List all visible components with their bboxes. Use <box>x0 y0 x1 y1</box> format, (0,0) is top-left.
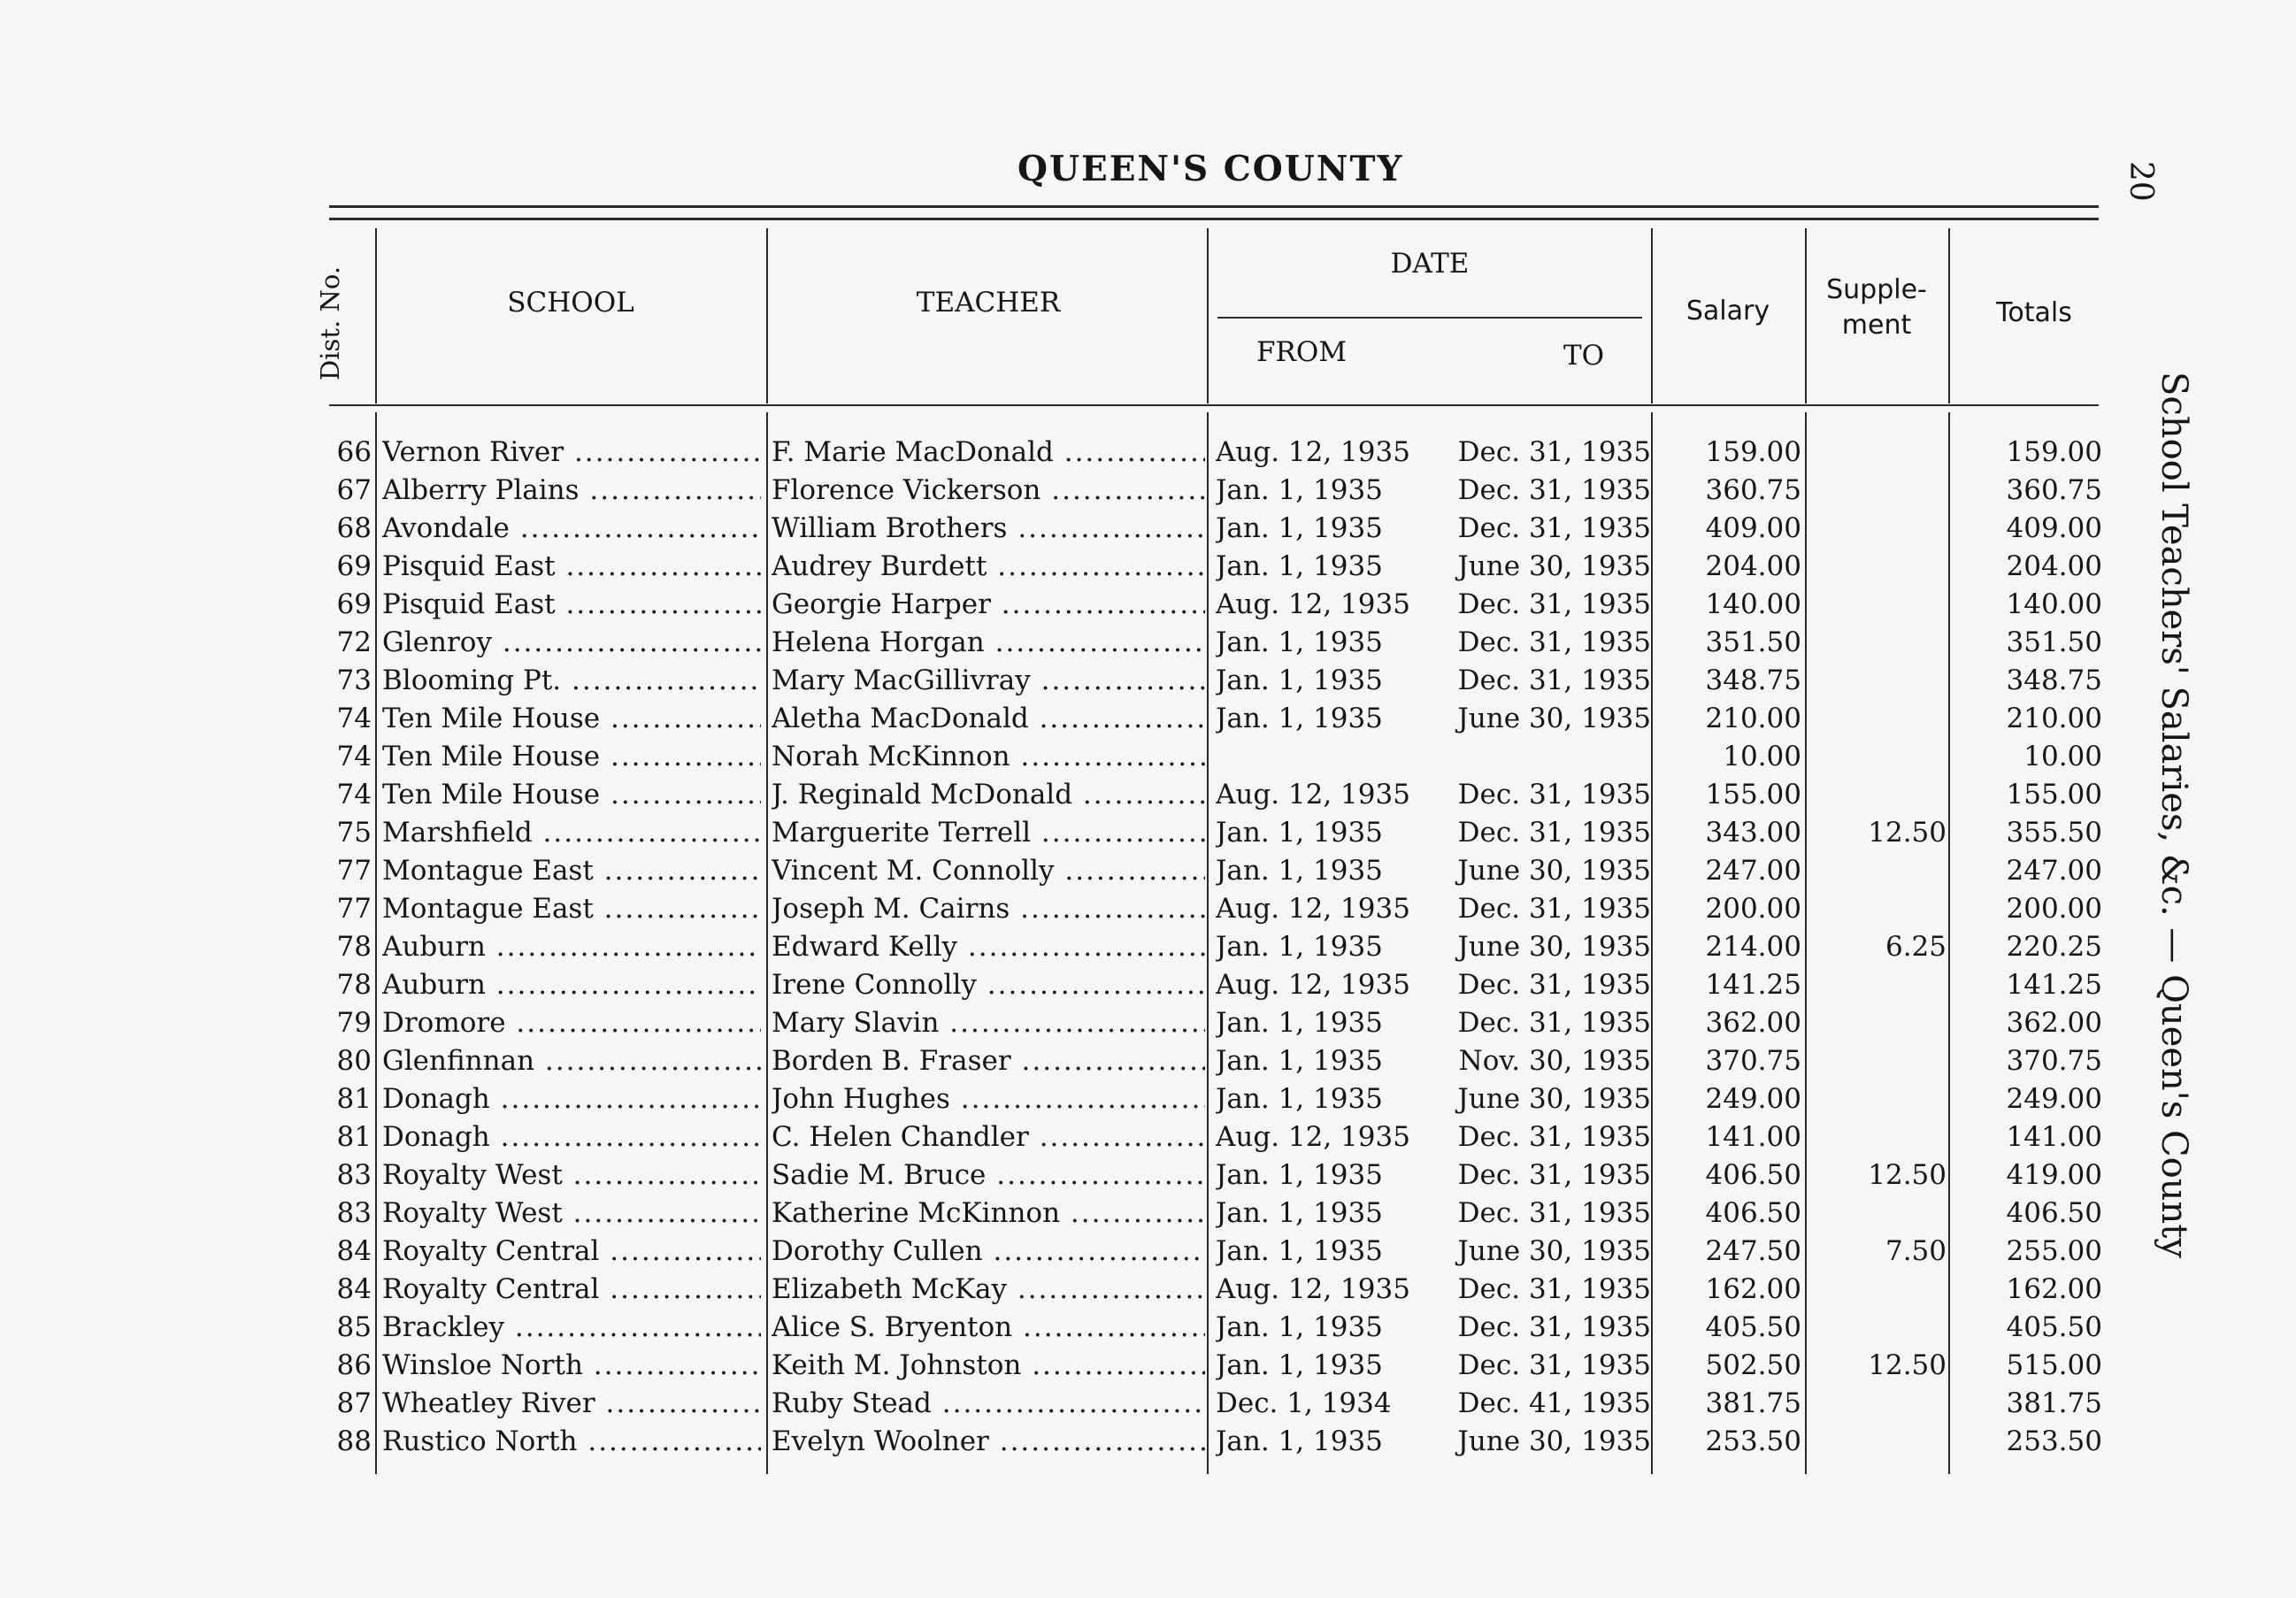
row-salary: 141.25 <box>1705 969 1801 1001</box>
row-supplement: 7.50 <box>1885 1235 1947 1267</box>
side-title: School Teachers' Salaries, &c. — Queen's County <box>2154 372 2194 1258</box>
row-teacher <box>772 662 1205 700</box>
row-school-text: Royalty West ..... <box>382 1197 761 1229</box>
row-school-text: Ten Mile House ..... <box>382 779 761 811</box>
row-salary: 247.50 <box>1705 1235 1801 1267</box>
row-school <box>382 1271 761 1309</box>
header-to: TO <box>1563 340 1605 372</box>
row-from: Jan. 1, 1935 <box>1216 1159 1383 1191</box>
row-salary: 162.00 <box>1705 1273 1801 1305</box>
row-from: Jan. 1, 1935 <box>1216 665 1383 696</box>
row-salary: 360.75 <box>1705 474 1801 506</box>
row-salary: 253.50 <box>1705 1425 1801 1457</box>
row-school <box>382 586 761 624</box>
row-school <box>382 1385 761 1423</box>
table-row <box>0 928 2296 966</box>
row-from: Jan. 1, 1935 <box>1216 1197 1383 1229</box>
row-from: Aug. 12, 1935 <box>1216 588 1410 620</box>
row-to: Dec. 31, 1935 <box>1457 588 1651 620</box>
row-school <box>382 1042 761 1080</box>
row-school-text: Marshfield ..... <box>382 817 761 849</box>
row-dist: 74 <box>336 703 372 734</box>
table-row <box>0 1118 2296 1156</box>
row-teacher <box>772 890 1205 928</box>
header-salary: Salary <box>1686 296 1770 327</box>
row-to: Dec. 31, 1935 <box>1457 1311 1651 1343</box>
row-salary: 10.00 <box>1723 741 1801 772</box>
row-dist: 69 <box>336 588 372 620</box>
row-to: June 30, 1935 <box>1457 1235 1651 1267</box>
row-school-text: Brackley ..... <box>382 1311 761 1343</box>
row-teacher-text: Edward Kelly ..... <box>772 931 1205 963</box>
row-from: Aug. 12, 1935 <box>1216 436 1410 468</box>
table-row <box>0 1423 2296 1461</box>
row-dist: 68 <box>336 512 372 544</box>
row-school-text: Glenfinnan ..... <box>382 1045 761 1077</box>
row-teacher <box>772 472 1205 510</box>
row-teacher-text: Joseph M. Cairns ..... <box>772 893 1205 925</box>
row-teacher <box>772 1347 1205 1385</box>
row-teacher-text: Elizabeth McKay ..... <box>772 1273 1205 1305</box>
row-salary: 140.00 <box>1705 588 1801 620</box>
row-total: 351.50 <box>2006 626 2102 658</box>
row-teacher-text: Marguerite Terrell ..... <box>772 817 1205 849</box>
row-salary: 204.00 <box>1705 550 1801 582</box>
table-row <box>0 1271 2296 1309</box>
row-total: 204.00 <box>2006 550 2102 582</box>
row-salary: 351.50 <box>1705 626 1801 658</box>
row-teacher-text: Mary MacGillivray ..... <box>772 665 1205 696</box>
table-row <box>0 738 2296 776</box>
row-total: 155.00 <box>2006 779 2102 811</box>
row-total: 159.00 <box>2006 436 2102 468</box>
row-dist: 81 <box>336 1121 372 1153</box>
row-total: 515.00 <box>2006 1349 2102 1381</box>
row-school-text: Royalty West ..... <box>382 1159 761 1191</box>
row-dist: 75 <box>336 817 372 849</box>
row-teacher <box>772 1385 1205 1423</box>
row-from: Jan. 1, 1935 <box>1216 855 1383 887</box>
row-from: Jan. 1, 1935 <box>1216 626 1383 658</box>
row-school <box>382 472 761 510</box>
table-row <box>0 1042 2296 1080</box>
header-dist-no: Dist. No. <box>315 265 345 380</box>
row-from: Jan. 1, 1935 <box>1216 1311 1383 1343</box>
row-teacher <box>772 700 1205 738</box>
row-dist: 66 <box>336 436 372 468</box>
row-teacher-text: J. Reginald McDonald ..... <box>772 779 1205 811</box>
row-salary: 249.00 <box>1705 1083 1801 1115</box>
row-teacher <box>772 1156 1205 1195</box>
row-teacher-text: Aletha MacDonald ..... <box>772 703 1205 734</box>
top-rule-2 <box>329 218 2099 220</box>
row-school-text: Auburn ..... <box>382 969 761 1001</box>
row-school-text: Royalty Central ..... <box>382 1235 761 1267</box>
row-salary: 409.00 <box>1705 512 1801 544</box>
row-salary: 141.00 <box>1705 1121 1801 1153</box>
row-teacher <box>772 510 1205 548</box>
row-teacher <box>772 1042 1205 1080</box>
col-line <box>766 228 768 403</box>
row-school-text: Wheatley River ..... <box>382 1387 761 1419</box>
row-salary: 502.50 <box>1705 1349 1801 1381</box>
row-to: June 30, 1935 <box>1457 1425 1651 1457</box>
header-supplement <box>1807 273 1947 343</box>
row-school <box>382 1080 761 1118</box>
row-from: Aug. 12, 1935 <box>1216 893 1410 925</box>
row-from: Jan. 1, 1935 <box>1216 1235 1383 1267</box>
row-teacher <box>772 738 1205 776</box>
row-salary: 405.50 <box>1705 1311 1801 1343</box>
row-school-text: Alberry Plains ..... <box>382 474 761 506</box>
row-total: 140.00 <box>2006 588 2102 620</box>
row-teacher-text: Alice S. Bryenton ..... <box>772 1311 1205 1343</box>
row-to: Dec. 31, 1935 <box>1457 626 1651 658</box>
table-row <box>0 966 2296 1004</box>
row-to: Dec. 31, 1935 <box>1457 817 1651 849</box>
row-to: Dec. 31, 1935 <box>1457 1159 1651 1191</box>
row-from: Dec. 1, 1934 <box>1216 1387 1392 1419</box>
row-teacher <box>772 548 1205 586</box>
row-school-text: Avondale ..... <box>382 512 761 544</box>
row-to: Dec. 31, 1935 <box>1457 436 1651 468</box>
row-total: 419.00 <box>2006 1159 2102 1191</box>
row-teacher-text: Irene Connolly ..... <box>772 969 1205 1001</box>
row-school-text: Glenroy ..... <box>382 626 761 658</box>
row-dist: 80 <box>336 1045 372 1077</box>
row-to: June 30, 1935 <box>1457 931 1651 963</box>
row-salary: 362.00 <box>1705 1007 1801 1039</box>
row-supplement: 12.50 <box>1868 1159 1947 1191</box>
row-from: Jan. 1, 1935 <box>1216 931 1383 963</box>
table-row <box>0 852 2296 890</box>
row-from: Jan. 1, 1935 <box>1216 550 1383 582</box>
header-from: FROM <box>1256 336 1347 368</box>
row-teacher <box>772 1271 1205 1309</box>
row-salary: 343.00 <box>1705 817 1801 849</box>
row-teacher-text: Sadie M. Bruce ..... <box>772 1159 1205 1191</box>
table-row <box>0 548 2296 586</box>
row-dist: 77 <box>336 855 372 887</box>
row-teacher <box>772 1080 1205 1118</box>
row-dist: 84 <box>336 1273 372 1305</box>
page-title: QUEEN'S COUNTY <box>1017 149 1404 189</box>
row-dist: 84 <box>336 1235 372 1267</box>
row-school <box>382 548 761 586</box>
table-row <box>0 814 2296 852</box>
row-supplement: 6.25 <box>1885 931 1947 963</box>
row-total: 362.00 <box>2006 1007 2102 1039</box>
row-to: Dec. 31, 1935 <box>1457 665 1651 696</box>
table-row <box>0 510 2296 548</box>
row-school <box>382 624 761 662</box>
table-row <box>0 624 2296 662</box>
row-teacher-text: Vincent M. Connolly ..... <box>772 855 1205 887</box>
row-teacher <box>772 852 1205 890</box>
row-school <box>382 852 761 890</box>
row-teacher <box>772 1118 1205 1156</box>
row-teacher-text: Katherine McKinnon ..... <box>772 1197 1205 1229</box>
col-line <box>375 228 377 403</box>
row-to: Dec. 41, 1935 <box>1457 1387 1651 1419</box>
row-salary: 155.00 <box>1705 779 1801 811</box>
table-row <box>0 472 2296 510</box>
row-teacher-text: Georgie Harper ..... <box>772 588 1205 620</box>
row-salary: 159.00 <box>1705 436 1801 468</box>
row-teacher <box>772 966 1205 1004</box>
row-school <box>382 738 761 776</box>
row-school-text: Auburn ..... <box>382 931 761 963</box>
row-salary: 370.75 <box>1705 1045 1801 1077</box>
row-school-text: Ten Mile House ..... <box>382 741 761 772</box>
date-rule <box>1217 317 1642 319</box>
row-to: Dec. 31, 1935 <box>1457 969 1651 1001</box>
row-from: Aug. 12, 1935 <box>1216 969 1410 1001</box>
row-to: June 30, 1935 <box>1457 855 1651 887</box>
row-school-text: Donagh ..... <box>382 1121 761 1153</box>
row-dist: 67 <box>336 474 372 506</box>
row-teacher <box>772 928 1205 966</box>
row-total: 360.75 <box>2006 474 2102 506</box>
row-dist: 83 <box>336 1159 372 1191</box>
table-row <box>0 1233 2296 1271</box>
table-row <box>0 776 2296 814</box>
row-total: 10.00 <box>2023 741 2102 772</box>
row-salary: 348.75 <box>1705 665 1801 696</box>
row-teacher-text: Dorothy Cullen ..... <box>772 1235 1205 1267</box>
table-row <box>0 1156 2296 1195</box>
header-school: SCHOOL <box>507 287 634 319</box>
row-to: Nov. 30, 1935 <box>1458 1045 1651 1077</box>
row-total: 409.00 <box>2006 512 2102 544</box>
row-to: Dec. 31, 1935 <box>1457 1273 1651 1305</box>
row-total: 355.50 <box>2006 817 2102 849</box>
row-school <box>382 1423 761 1461</box>
row-from: Jan. 1, 1935 <box>1216 817 1383 849</box>
row-dist: 78 <box>336 931 372 963</box>
row-school <box>382 662 761 700</box>
row-dist: 79 <box>336 1007 372 1039</box>
row-school-text: Pisquid East ..... <box>382 550 761 582</box>
row-total: 141.00 <box>2006 1121 2102 1153</box>
row-total: 247.00 <box>2006 855 2102 887</box>
table-row <box>0 434 2296 472</box>
row-dist: 77 <box>336 893 372 925</box>
row-school-text: Winsloe North ..... <box>382 1349 761 1381</box>
row-teacher-text: Ruby Stead ..... <box>772 1387 1205 1419</box>
row-from: Aug. 12, 1935 <box>1216 1121 1410 1153</box>
row-from: Aug. 12, 1935 <box>1216 1273 1410 1305</box>
row-total: 406.50 <box>2006 1197 2102 1229</box>
row-school <box>382 890 761 928</box>
row-from: Jan. 1, 1935 <box>1216 512 1383 544</box>
row-salary: 210.00 <box>1705 703 1801 734</box>
table-row <box>0 1347 2296 1385</box>
page-number: 20 <box>2123 161 2159 202</box>
row-dist: 83 <box>336 1197 372 1229</box>
table-row <box>0 1309 2296 1347</box>
row-school <box>382 1156 761 1195</box>
row-school <box>382 1195 761 1233</box>
row-from: Jan. 1, 1935 <box>1216 1349 1383 1381</box>
row-school <box>382 928 761 966</box>
col-line <box>1207 228 1209 403</box>
row-total: 255.00 <box>2006 1235 2102 1267</box>
row-to: June 30, 1935 <box>1457 1083 1651 1115</box>
row-from: Jan. 1, 1935 <box>1216 474 1383 506</box>
row-school <box>382 1118 761 1156</box>
row-school <box>382 776 761 814</box>
row-teacher-text: Keith M. Johnston ..... <box>772 1349 1205 1381</box>
row-school <box>382 434 761 472</box>
row-teacher <box>772 1195 1205 1233</box>
row-school-text: Pisquid East ..... <box>382 588 761 620</box>
row-teacher <box>772 1233 1205 1271</box>
row-teacher-text: John Hughes ..... <box>772 1083 1205 1115</box>
row-from: Jan. 1, 1935 <box>1216 703 1383 734</box>
row-from: Jan. 1, 1935 <box>1216 1007 1383 1039</box>
row-total: 253.50 <box>2006 1425 2102 1457</box>
row-dist: 73 <box>336 665 372 696</box>
row-school-text: Montague East ..... <box>382 855 761 887</box>
row-salary: 247.00 <box>1705 855 1801 887</box>
row-school-text: Blooming Pt. ..... <box>382 665 761 696</box>
row-from: Jan. 1, 1935 <box>1216 1045 1383 1077</box>
row-to: Dec. 31, 1935 <box>1457 1197 1651 1229</box>
row-from: Aug. 12, 1935 <box>1216 779 1410 811</box>
header-supplement-line2: ment <box>1841 310 1912 341</box>
row-teacher <box>772 1309 1205 1347</box>
row-total: 381.75 <box>2006 1387 2102 1419</box>
row-total: 141.25 <box>2006 969 2102 1001</box>
row-school-text: Donagh ..... <box>382 1083 761 1115</box>
table-row <box>0 1080 2296 1118</box>
row-teacher <box>772 434 1205 472</box>
row-to: Dec. 31, 1935 <box>1457 474 1651 506</box>
row-to: Dec. 31, 1935 <box>1457 1349 1651 1381</box>
row-school-text: Rustico North ..... <box>382 1425 761 1457</box>
row-teacher-text: F. Marie MacDonald ..... <box>772 436 1205 468</box>
row-salary: 381.75 <box>1705 1387 1801 1419</box>
header-date: DATE <box>1390 248 1470 280</box>
row-dist: 86 <box>336 1349 372 1381</box>
row-dist: 81 <box>336 1083 372 1115</box>
row-teacher <box>772 776 1205 814</box>
table-row <box>0 1385 2296 1423</box>
row-school <box>382 700 761 738</box>
row-school-text: Dromore ..... <box>382 1007 761 1039</box>
row-teacher <box>772 1004 1205 1042</box>
row-salary: 406.50 <box>1705 1197 1801 1229</box>
row-to: Dec. 31, 1935 <box>1457 893 1651 925</box>
row-dist: 88 <box>336 1425 372 1457</box>
row-school <box>382 510 761 548</box>
row-dist: 78 <box>336 969 372 1001</box>
table-row <box>0 1195 2296 1233</box>
row-teacher-text: Audrey Burdett ..... <box>772 550 1205 582</box>
row-teacher-text: Helena Horgan ..... <box>772 626 1205 658</box>
table-row <box>0 662 2296 700</box>
row-to: June 30, 1935 <box>1457 550 1651 582</box>
row-dist: 87 <box>336 1387 372 1419</box>
row-from: Jan. 1, 1935 <box>1216 1425 1383 1457</box>
row-teacher-text: Borden B. Fraser ..... <box>772 1045 1205 1077</box>
row-school-text: Ten Mile House ..... <box>382 703 761 734</box>
table-row <box>0 890 2296 928</box>
row-school-text: Montague East ..... <box>382 893 761 925</box>
header-teacher: TEACHER <box>916 287 1061 319</box>
row-total: 210.00 <box>2006 703 2102 734</box>
row-total: 220.25 <box>2006 931 2102 963</box>
row-teacher-text: Norah McKinnon ..... <box>772 741 1205 772</box>
header-supplement-line1: Supple- <box>1826 274 1927 305</box>
row-school-text: Royalty Central ..... <box>382 1273 761 1305</box>
row-school <box>382 1004 761 1042</box>
row-supplement: 12.50 <box>1868 1349 1947 1381</box>
row-total: 200.00 <box>2006 893 2102 925</box>
row-from: Jan. 1, 1935 <box>1216 1083 1383 1115</box>
row-total: 348.75 <box>2006 665 2102 696</box>
row-total: 405.50 <box>2006 1311 2102 1343</box>
row-salary: 406.50 <box>1705 1159 1801 1191</box>
row-teacher <box>772 624 1205 662</box>
header-totals: Totals <box>1996 297 2072 328</box>
table-row <box>0 700 2296 738</box>
row-to: Dec. 31, 1935 <box>1457 1121 1651 1153</box>
row-teacher <box>772 814 1205 852</box>
row-salary: 214.00 <box>1705 931 1801 963</box>
row-dist: 69 <box>336 550 372 582</box>
row-supplement: 12.50 <box>1868 817 1947 849</box>
row-to: Dec. 31, 1935 <box>1457 779 1651 811</box>
row-salary: 200.00 <box>1705 893 1801 925</box>
row-teacher-text: Evelyn Woolner ..... <box>772 1425 1205 1457</box>
top-rule-1 <box>329 205 2099 208</box>
row-dist: 74 <box>336 741 372 772</box>
row-teacher <box>772 1423 1205 1461</box>
row-school-text: Vernon River ..... <box>382 436 761 468</box>
row-school <box>382 1233 761 1271</box>
row-dist: 72 <box>336 626 372 658</box>
row-school <box>382 966 761 1004</box>
row-dist: 74 <box>336 779 372 811</box>
table-row <box>0 1004 2296 1042</box>
row-school <box>382 1347 761 1385</box>
row-to: Dec. 31, 1935 <box>1457 1007 1651 1039</box>
row-teacher <box>772 586 1205 624</box>
row-teacher-text: C. Helen Chandler ..... <box>772 1121 1205 1153</box>
row-total: 370.75 <box>2006 1045 2102 1077</box>
row-school <box>382 814 761 852</box>
row-teacher-text: Florence Vickerson ..... <box>772 474 1205 506</box>
row-to: Dec. 31, 1935 <box>1457 512 1651 544</box>
row-total: 162.00 <box>2006 1273 2102 1305</box>
row-school <box>382 1309 761 1347</box>
row-to: June 30, 1935 <box>1457 703 1651 734</box>
row-total: 249.00 <box>2006 1083 2102 1115</box>
row-teacher-text: William Brothers ..... <box>772 512 1205 544</box>
table-row <box>0 586 2296 624</box>
row-dist: 85 <box>336 1311 372 1343</box>
row-teacher-text: Mary Slavin ..... <box>772 1007 1205 1039</box>
header-bottom-rule <box>329 404 2099 406</box>
